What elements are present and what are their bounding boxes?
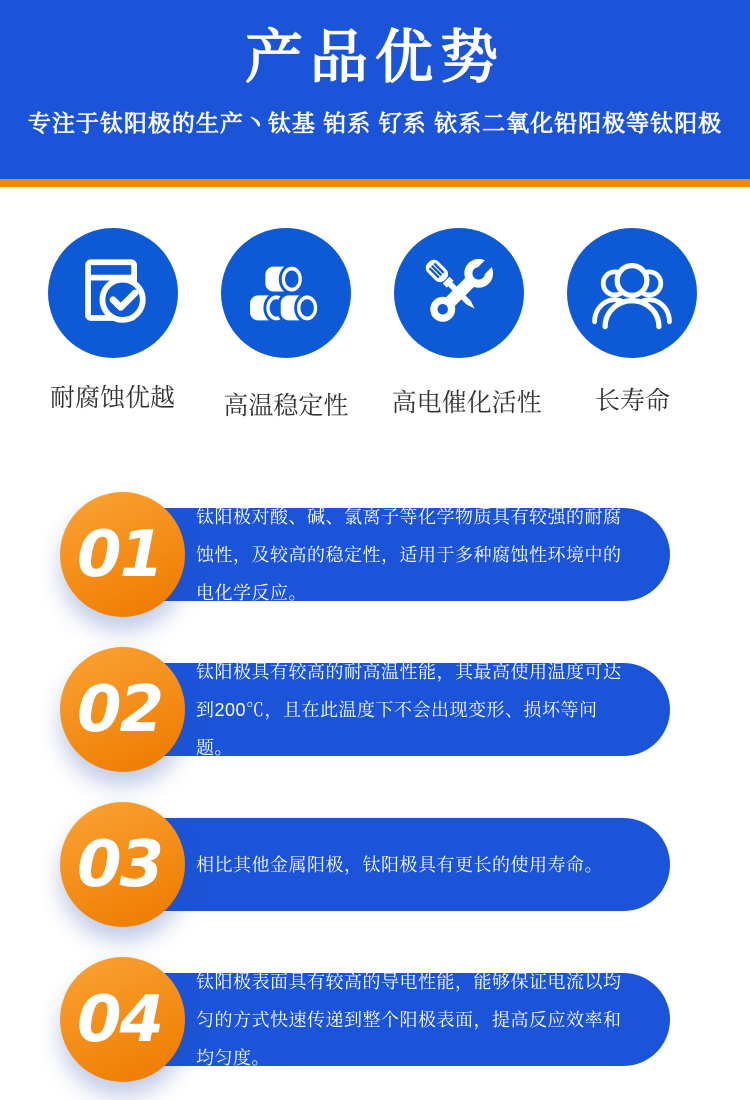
features-row — [0, 187, 750, 422]
page-subtitle: 专注于钛阳极的生产丶钛基 铂系 钌系 铱系二氧化铅阳极等钛阳极 — [27, 109, 723, 136]
advantage-number-badge — [60, 802, 185, 927]
feature-item-corrosion — [45, 228, 180, 422]
advantage-row-1 — [0, 492, 750, 617]
orange-divider-strip — [0, 179, 750, 187]
feature-item-electrocatalytic — [391, 228, 542, 422]
advantage-row-3 — [0, 802, 750, 927]
advantage-text: 钛阳极表面具有较高的导电性能，能够保证电流以均匀的方式快速传递到整个阳极表面，提高反应效率和均匀度。 — [196, 971, 622, 1068]
wrench-screwdriver-icon — [411, 245, 507, 341]
advantage-number-badge — [60, 647, 185, 772]
advantage-bar — [150, 663, 670, 756]
checklist-check-icon — [65, 245, 161, 341]
advantage-bar — [150, 818, 670, 911]
advantages-list — [0, 492, 750, 1082]
advantage-number: 03 — [76, 827, 163, 902]
advantage-number-badge — [60, 957, 185, 1082]
advantage-bar — [150, 508, 670, 601]
advantage-number: 01 — [76, 517, 163, 592]
advantage-text: 相比其他金属阳极，钛阳极具有更长的使用寿命。 — [196, 854, 603, 875]
feature-label: 耐腐蚀优越 — [49, 384, 175, 412]
feature-item-long-life — [565, 228, 700, 422]
header — [0, 0, 750, 179]
advantage-text: 钛阳极对酸、碱、氯离子等化学物质具有较强的耐腐蚀性，及较高的稳定性，适用于多种腐蚀性环境中的电化学反应。 — [196, 506, 622, 603]
page-title: 产品优势 — [244, 25, 505, 90]
advantage-number: 02 — [76, 672, 163, 747]
advantage-bar — [150, 973, 670, 1066]
feature-circle — [567, 228, 697, 358]
coils-icon — [238, 245, 334, 341]
feature-circle — [394, 228, 524, 358]
feature-item-high-temp — [218, 228, 353, 422]
advantage-text: 钛阳极具有较高的耐高温性能，其最高使用温度可达到200℃，且在此温度下不会出现变形、损坏等问题。 — [196, 661, 622, 758]
feature-label: 长寿命 — [594, 387, 670, 415]
advantage-number: 04 — [76, 982, 163, 1057]
feature-label: 高电催化活性 — [391, 389, 542, 417]
feature-circle — [221, 228, 351, 358]
users-icon — [584, 245, 680, 341]
feature-circle — [48, 228, 178, 358]
advantage-number-badge — [60, 492, 185, 617]
advantage-row-4 — [0, 957, 750, 1082]
advantage-row-2 — [0, 647, 750, 772]
feature-label: 高温稳定性 — [223, 392, 349, 420]
